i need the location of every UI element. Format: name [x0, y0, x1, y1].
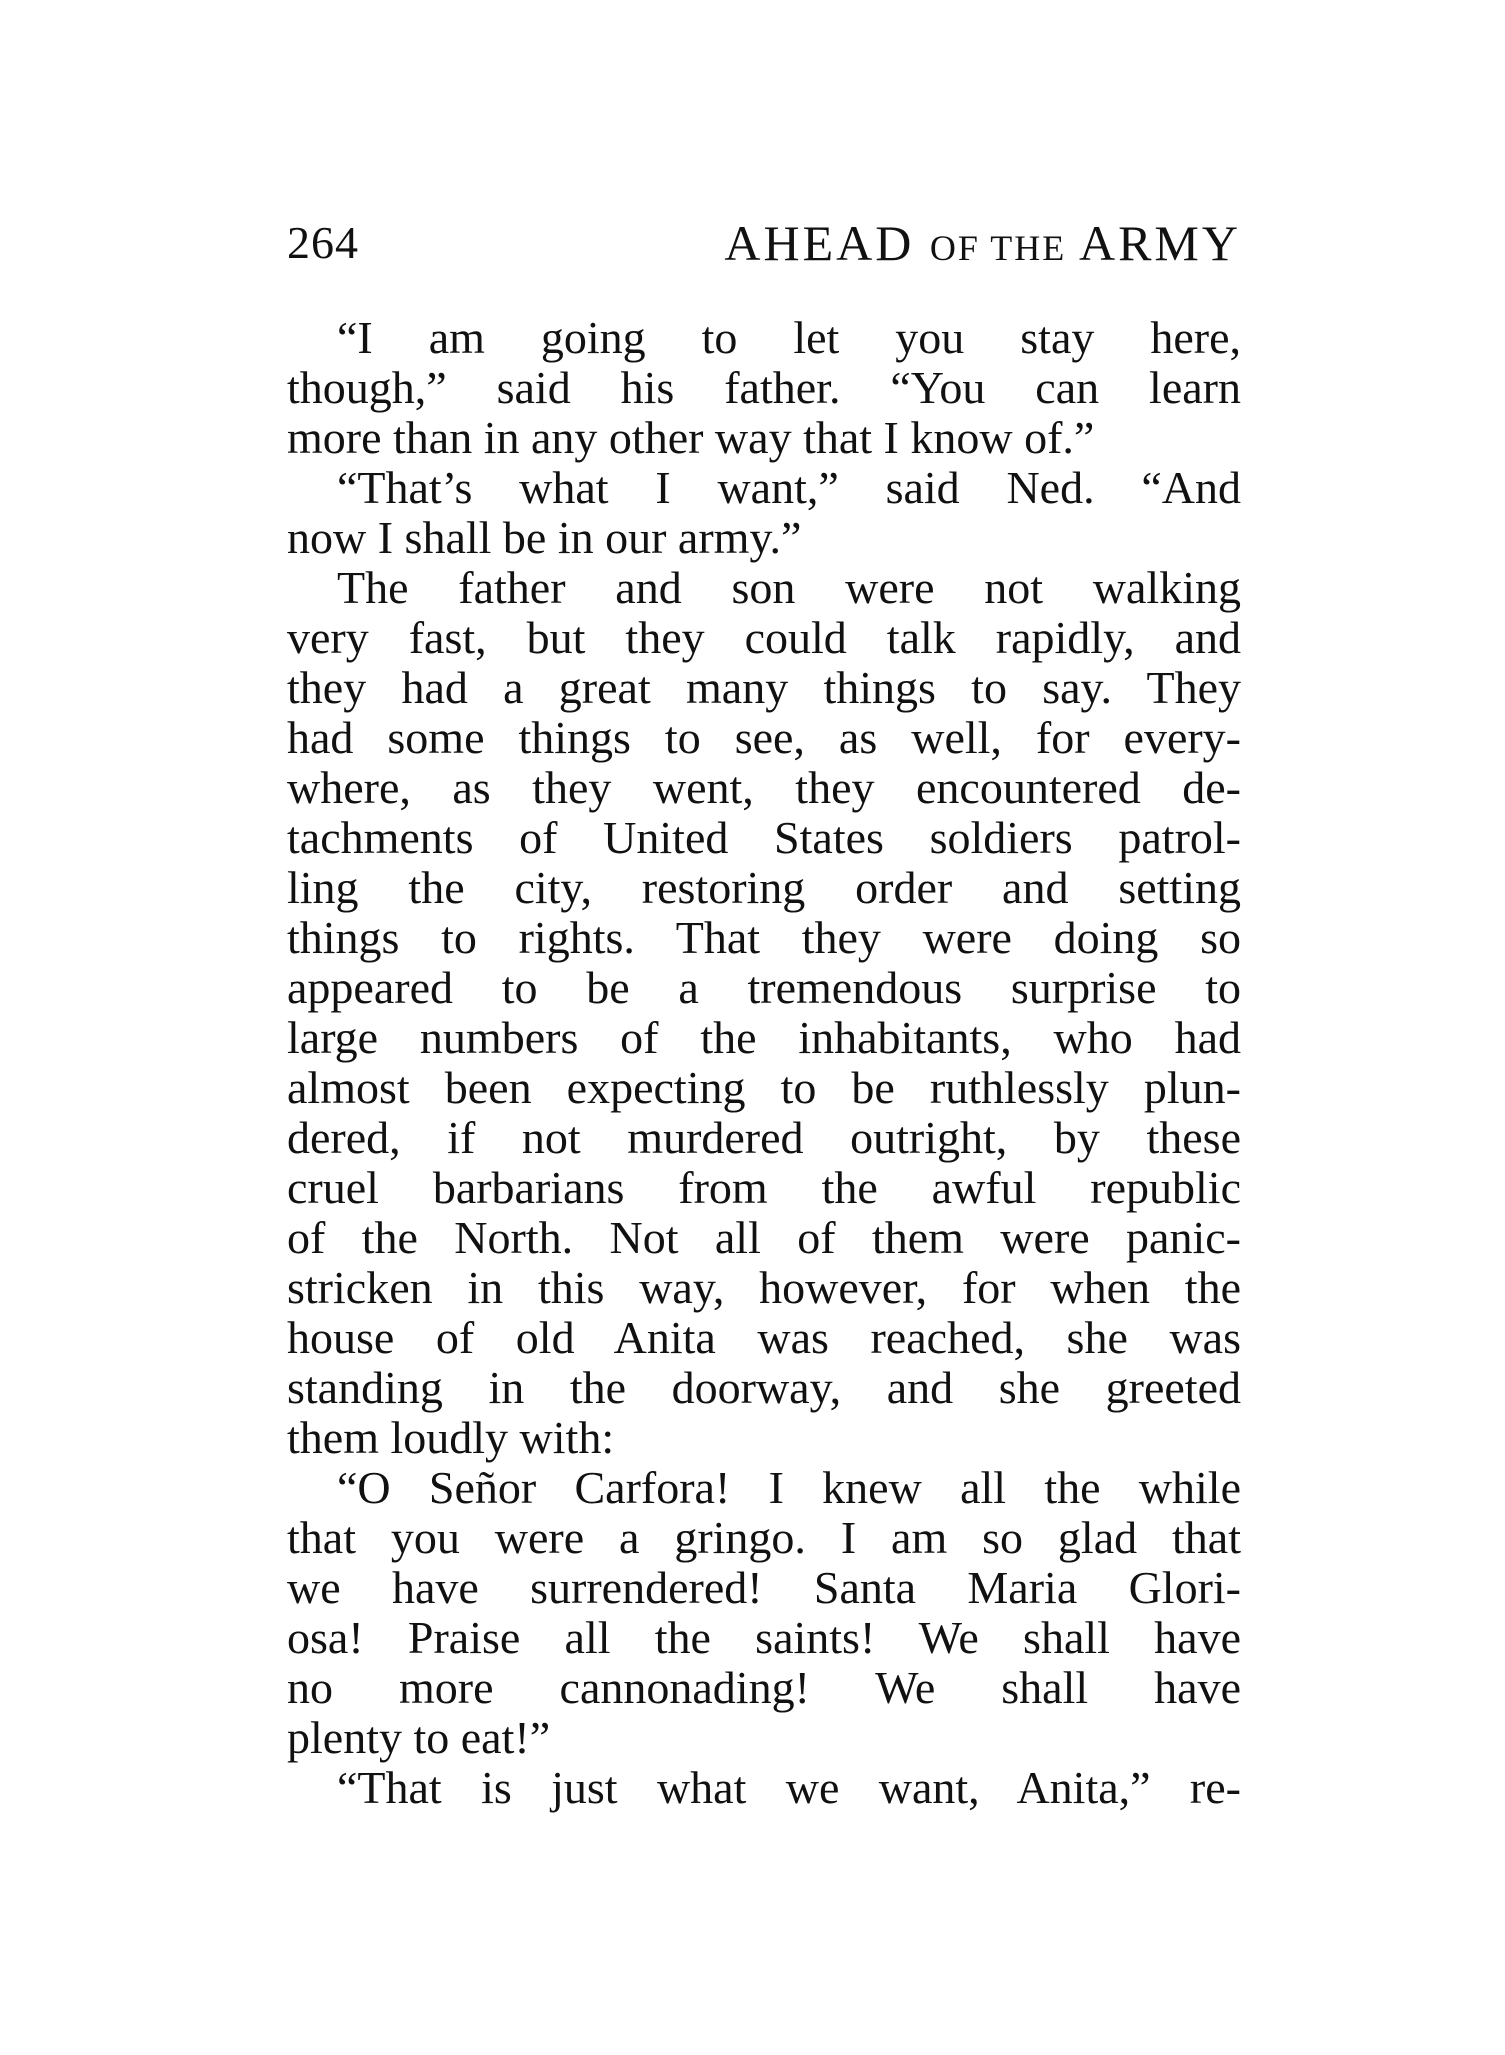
title-words-of-the: OF THE: [929, 228, 1067, 268]
title-word-army: ARMY: [1078, 215, 1241, 271]
text-line: stricken in this way, however, for when the: [287, 1262, 1241, 1313]
text-line: ling the city, restoring order and setting: [287, 862, 1241, 913]
text-line: though,” said his father. “You can learn: [287, 362, 1241, 413]
text-line: cruel barbarians from the awful republic: [287, 1162, 1241, 1213]
running-header: [287, 208, 1241, 278]
text-line: them loudly with:: [287, 1412, 615, 1463]
text-line: had some things to see, as well, for every-: [287, 712, 1241, 763]
text-line: “O Señor Carfora! I knew all the while: [337, 1462, 1241, 1513]
text-line: “I am going to let you stay here,: [337, 312, 1241, 363]
text-line: things to rights. That they were doing so: [287, 912, 1241, 963]
text-line: dered, if not murdered outright, by these: [287, 1112, 1241, 1163]
text-line: of the North. Not all of them were panic-: [287, 1212, 1241, 1263]
text-line: that you were a gringo. I am so glad that: [287, 1512, 1241, 1563]
text-line: now I shall be in our army.”: [287, 512, 802, 563]
text-line: almost been expecting to be ruthlessly plun-: [287, 1062, 1241, 1113]
text-line: “That is just what we want, Anita,” re-: [337, 1762, 1241, 1813]
text-line: house of old Anita was reached, she was: [287, 1312, 1241, 1363]
text-line: tachments of United States soldiers patrol-: [287, 812, 1241, 863]
text-line: standing in the doorway, and she greeted: [287, 1362, 1241, 1413]
text-line: more than in any other way that I know of.”: [287, 412, 1095, 463]
text-line: large numbers of the inhabitants, who had: [287, 1012, 1241, 1063]
body-text: [287, 313, 1241, 1813]
text-line: we have surrendered! Santa Maria Glori-: [287, 1562, 1241, 1613]
text-line: osa! Praise all the saints! We shall have: [287, 1612, 1241, 1663]
running-title: [724, 208, 1241, 283]
text-line: plenty to eat!”: [287, 1712, 551, 1763]
page-number: 264: [287, 217, 359, 268]
title-word-ahead: AHEAD: [724, 215, 915, 271]
text-line: The father and son were not walking: [337, 562, 1241, 613]
text-line: where, as they went, they encountered de-: [287, 762, 1241, 813]
text-line: “That’s what I want,” said Ned. “And: [337, 462, 1241, 513]
text-line: very fast, but they could talk rapidly, and: [287, 612, 1241, 663]
text-line: appeared to be a tremendous surprise to: [287, 962, 1241, 1013]
text-line: no more cannonading! We shall have: [287, 1662, 1241, 1713]
text-line: they had a great many things to say. They: [287, 662, 1241, 713]
